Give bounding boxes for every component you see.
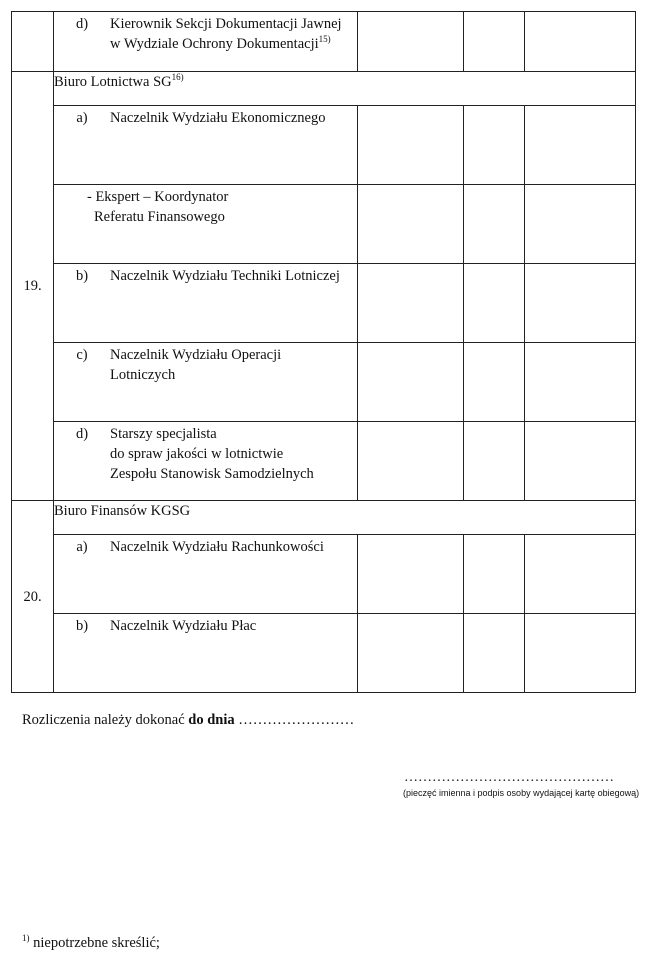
signature-cell — [358, 535, 464, 614]
remarks-cell — [525, 106, 636, 185]
position-title: - Ekspert – Koordynator — [87, 189, 229, 205]
date-cell — [464, 614, 525, 693]
date-cell — [464, 264, 525, 343]
position-title: Naczelnik Wydziału Ekonomicznego — [110, 110, 326, 126]
deadline-bold: do dnia — [188, 712, 235, 728]
position-cell — [54, 614, 358, 693]
position-cell — [54, 343, 358, 422]
position-title-cont: w Wydziale Ochrony Dokumentacji — [110, 36, 319, 52]
section-header — [54, 501, 636, 535]
position-cell — [54, 185, 358, 264]
position-title-cont: Referatu Finansowego — [94, 209, 225, 225]
position-title-cont: Lotniczych — [110, 367, 176, 383]
date-cell — [464, 422, 525, 501]
signature-line: ……………………………………… — [404, 770, 614, 785]
table-row — [12, 343, 636, 422]
footnote-text: niepotrzebne skreślić; — [29, 935, 160, 951]
signature-cell — [358, 343, 464, 422]
deadline-prefix: Rozliczenia należy dokonać — [22, 712, 189, 728]
signature-cell — [358, 422, 464, 501]
item-letter: a) — [76, 110, 88, 126]
remarks-cell — [525, 535, 636, 614]
position-title-cont: do spraw jakości w lotnictwie — [110, 446, 284, 462]
date-cell — [464, 106, 525, 185]
date-cell — [464, 185, 525, 264]
number-cell — [12, 12, 54, 72]
position-cell — [54, 12, 358, 72]
item-letter: b) — [75, 268, 89, 284]
position-title: Naczelnik Wydziału Rachunkowości — [110, 539, 324, 555]
position-title: Naczelnik Wydziału Operacji — [110, 347, 282, 363]
section-number: 19. — [12, 72, 54, 501]
table-row — [12, 185, 636, 264]
remarks-cell — [525, 264, 636, 343]
table-row — [12, 264, 636, 343]
position-title: Naczelnik Wydziału Techniki Lotniczej — [110, 268, 340, 284]
date-cell — [464, 343, 525, 422]
remarks-cell — [525, 12, 636, 72]
table-row — [12, 422, 636, 501]
section-title: Biuro Lotnictwa SG — [54, 74, 172, 90]
item-letter: c) — [76, 347, 88, 363]
position-cell — [54, 422, 358, 501]
clearance-table — [11, 11, 636, 693]
table-row — [12, 535, 636, 614]
remarks-cell — [525, 185, 636, 264]
item-letter: a) — [76, 539, 88, 555]
table-row — [12, 614, 636, 693]
deadline-dots: …………………… — [234, 712, 355, 728]
footnote-ref: 16) — [171, 72, 184, 83]
signature-cell — [358, 106, 464, 185]
position-cell — [54, 264, 358, 343]
section-header — [54, 72, 636, 106]
section-title: Biuro Finansów KGSG — [54, 503, 191, 519]
item-letter: d) — [75, 16, 89, 32]
table-row — [12, 501, 636, 535]
section-number: 20. — [12, 501, 54, 693]
signature-cell — [358, 185, 464, 264]
remarks-cell — [525, 614, 636, 693]
position-cell — [54, 535, 358, 614]
signature-caption: (pieczęć imienna i podpis osoby wydającej kartę obiegową) — [403, 788, 640, 798]
item-letter: b) — [75, 618, 89, 634]
table-row — [12, 72, 636, 106]
date-cell — [464, 535, 525, 614]
position-title-cont: Zespołu Stanowisk Samodzielnych — [110, 466, 314, 482]
position-cell — [54, 106, 358, 185]
remarks-cell — [525, 422, 636, 501]
signature-cell — [358, 12, 464, 72]
footnote — [22, 935, 160, 952]
signature-cell — [358, 614, 464, 693]
table-row — [12, 12, 636, 72]
remarks-cell — [525, 343, 636, 422]
signature-cell — [358, 264, 464, 343]
footnote-mark: 1) — [22, 933, 30, 944]
position-title: Kierownik Sekcji Dokumentacji Jawnej — [110, 16, 342, 32]
footnote-ref: 15) — [318, 34, 331, 45]
position-title: Starszy specjalista — [110, 426, 217, 442]
item-letter: d) — [75, 426, 89, 442]
table-row — [12, 106, 636, 185]
position-title: Naczelnik Wydziału Płac — [110, 618, 257, 634]
date-cell — [464, 12, 525, 72]
deadline-line — [22, 712, 354, 729]
